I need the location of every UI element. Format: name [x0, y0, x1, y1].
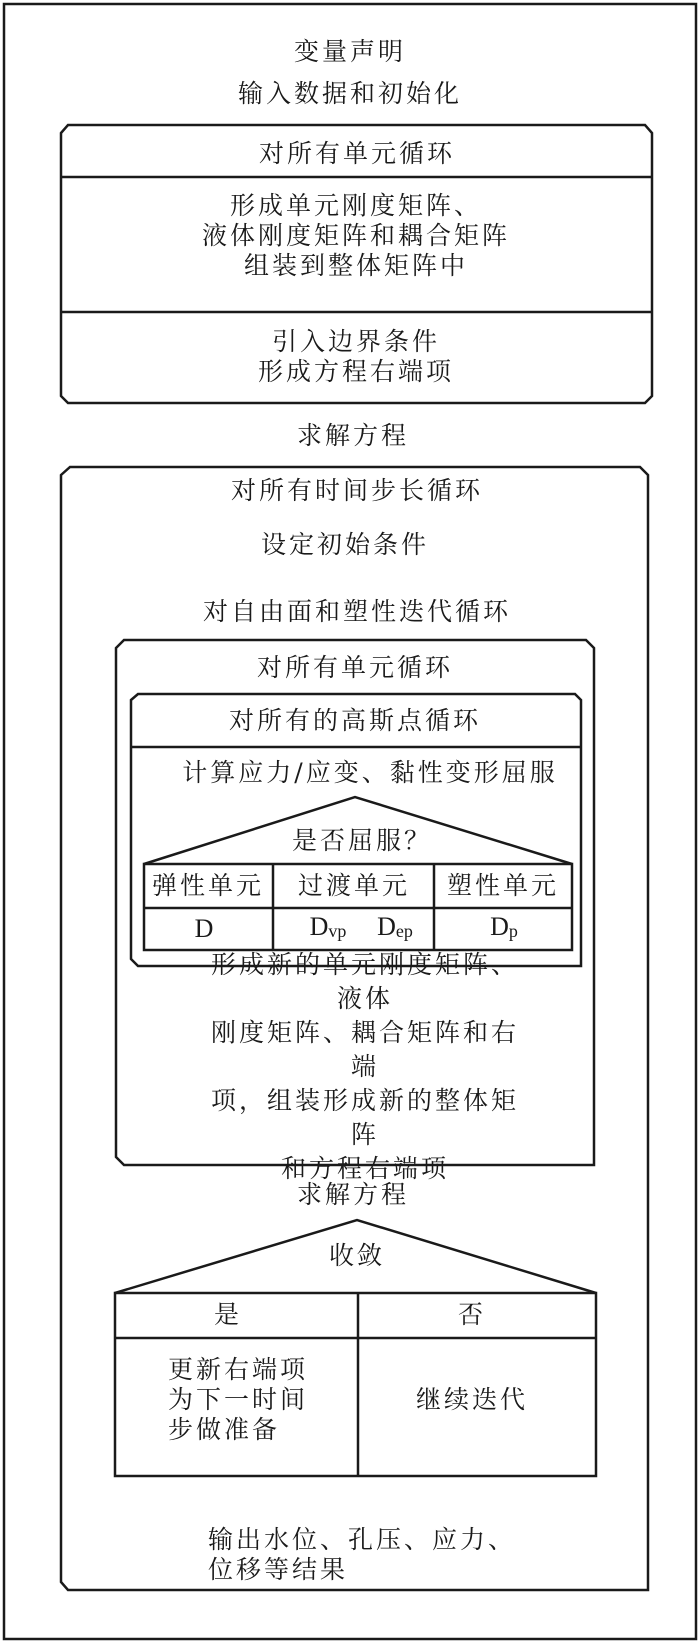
- output-results: 输出水位、孔压、应力、 位移等结果: [207, 1525, 517, 1584]
- initial-conditions: 设定初始条件: [260, 530, 430, 559]
- case-elastic-label: 弹性单元: [151, 871, 265, 900]
- element-loop-1-matrices: 形成单元刚度矩阵、 液体刚度矩阵和耦合矩阵 组装到整体矩阵中: [201, 191, 511, 280]
- case-transition-matrix-ep: $D_{ep}$: [377, 912, 413, 941]
- iteration-loop-header: 对自由面和塑性迭代循环: [202, 597, 512, 626]
- gauss-loop-header: 对所有的高斯点循环: [228, 706, 482, 735]
- compute-stress-strain: 计算应力/应变、黏性变形屈服: [182, 758, 558, 787]
- converge-question: 收敛: [328, 1241, 386, 1270]
- case-transition-label: 过渡单元: [297, 871, 411, 900]
- continue-iteration-action: 继续迭代: [415, 1385, 529, 1414]
- converge-yes-label: 是: [213, 1300, 243, 1329]
- assemble-new-matrices: 形成新的单元刚度矩阵、液体 刚度矩阵、耦合矩阵和右端 项，组装形成新的整体矩阵 和方程右端项: [210, 950, 519, 1183]
- case-plastic-label: 塑性单元: [446, 871, 560, 900]
- converge-no-label: 否: [457, 1300, 487, 1329]
- case-plastic-matrix: $D_p$: [490, 912, 518, 941]
- case-elastic-matrix: D: [194, 914, 214, 943]
- solve-equation-1: 求解方程: [296, 421, 410, 450]
- declare-variables: 变量声明: [293, 37, 407, 66]
- case-transition-matrix-vp: $D_{vp}$: [309, 912, 347, 941]
- solve-equation-2: 求解方程: [296, 1180, 410, 1209]
- yield-question: 是否屈服？: [291, 826, 433, 855]
- update-rhs-action: 更新右端项 为下一时间 步做准备: [167, 1355, 309, 1444]
- element-loop-2-header: 对所有单元循环: [256, 653, 454, 682]
- element-loop-1-boundary: 引入边界条件 形成方程右端项: [257, 327, 455, 386]
- time-loop-header: 对所有时间步长循环: [230, 476, 484, 505]
- element-loop-1-header: 对所有单元循环: [258, 139, 456, 168]
- input-and-init: 输入数据和初始化: [237, 79, 463, 108]
